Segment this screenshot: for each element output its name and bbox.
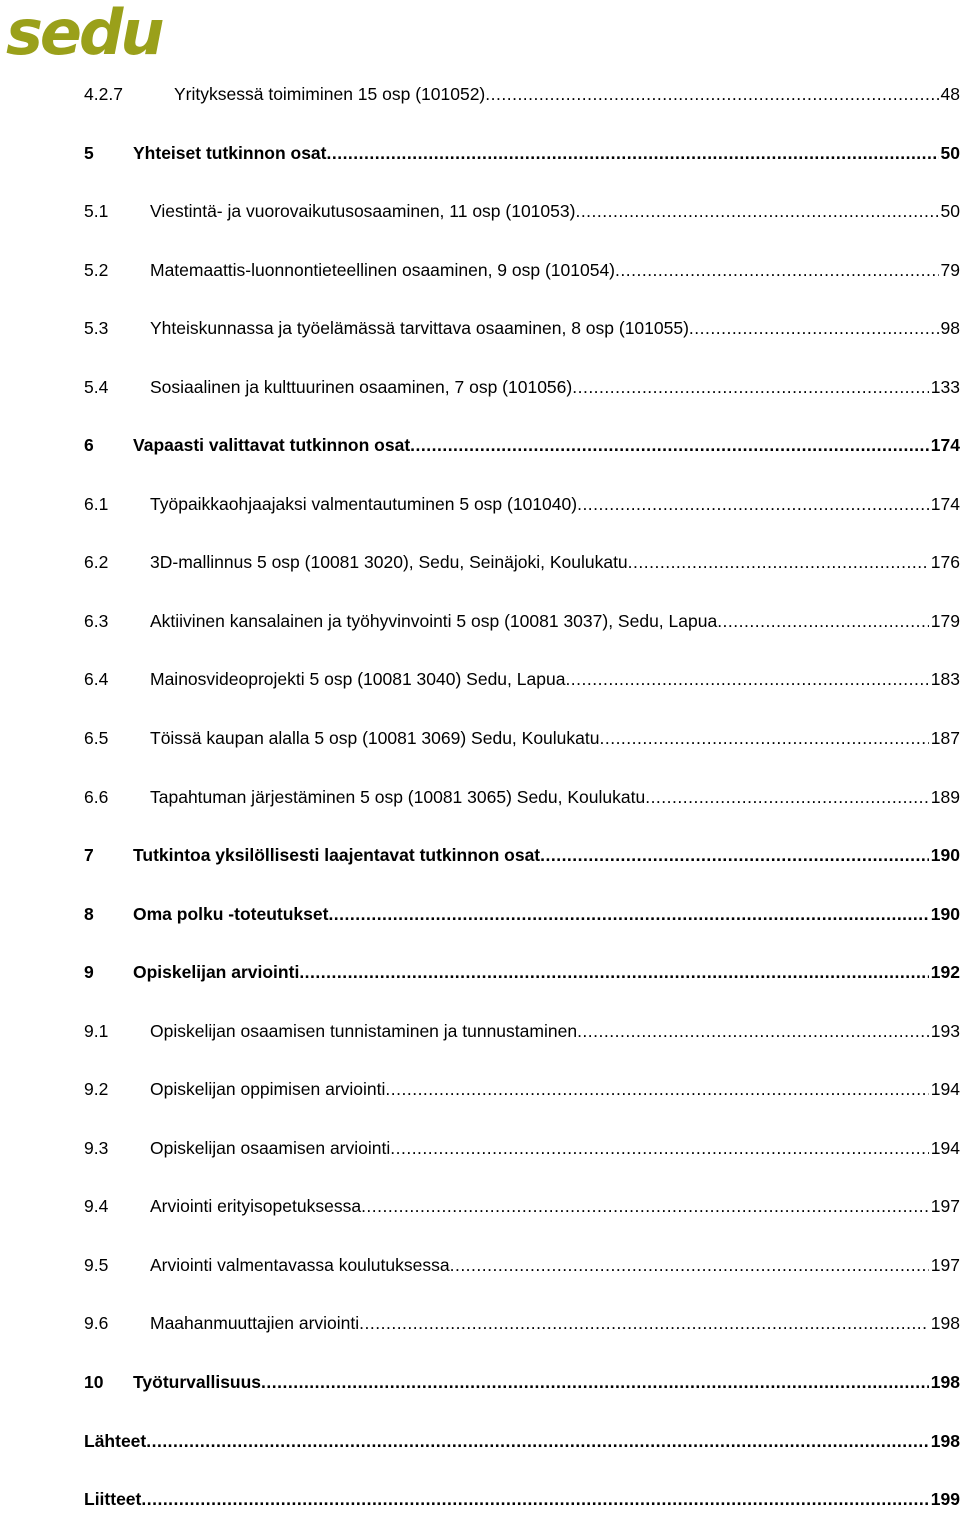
toc-entry[interactable]: [84, 709, 960, 768]
toc-entry-line: [150, 768, 960, 827]
toc-entry-number: 6: [84, 435, 94, 456]
toc-dot-leader: [359, 1294, 929, 1353]
toc-entry-title: Aktiivinen kansalainen ja työhyvinvointi 5 osp (10081 3037), Sedu, Lapua: [150, 610, 718, 631]
toc-dot-leader: [485, 65, 938, 124]
toc-entry[interactable]: [84, 1002, 960, 1061]
toc-entry[interactable]: [84, 299, 960, 358]
toc-entry-title: Opiskelijan osaamisen arviointi: [150, 1137, 391, 1158]
toc-entry-line: [133, 1353, 960, 1412]
toc-entry-number: 6.4: [84, 669, 109, 690]
toc-entry-number: 6.3: [84, 610, 109, 631]
toc-entry-title: Tapahtuman järjestäminen 5 osp (10081 3065) Sedu, Koulukatu: [150, 786, 646, 807]
toc-entry-page-number: 179: [930, 610, 960, 631]
toc-entry-line: [150, 475, 960, 534]
toc-entry-title: Matemaattis-luonnontieteellinen osaaminen, 9 osp (101054): [150, 259, 616, 280]
toc-entry-title: Viestintä- ja vuorovaikutusosaaminen, 11 osp (101053): [150, 201, 576, 222]
toc-entry-title: 3D-mallinnus 5 osp (10081 3020), Sedu, Seinäjoki, Koulukatu: [150, 552, 628, 573]
toc-dot-leader: [326, 124, 938, 183]
toc-dot-leader: [141, 1470, 928, 1529]
toc-entry-page-number: 133: [930, 376, 960, 397]
toc-entry-number: 5.2: [84, 259, 109, 280]
toc-entry[interactable]: [84, 416, 960, 475]
toc-entry-number: 9.2: [84, 1079, 109, 1100]
toc-dot-leader: [146, 1412, 929, 1471]
toc-entry-page-number: 197: [930, 1196, 960, 1217]
toc-entry-number: 9.3: [84, 1137, 109, 1158]
toc-entry-number: 5.3: [84, 318, 109, 339]
toc-entry-page-number: 98: [940, 318, 960, 339]
toc-entry-line: [150, 650, 960, 709]
toc-entry-number: 9.1: [84, 1020, 109, 1041]
toc-entry-title: Yhteiset tutkinnon osat: [133, 142, 327, 163]
toc-entry[interactable]: [84, 1353, 960, 1412]
toc-entry[interactable]: [84, 182, 960, 241]
toc-dot-leader: [565, 650, 928, 709]
toc-entry[interactable]: [84, 241, 960, 300]
toc-entry-page-number: 192: [930, 962, 960, 983]
toc-dot-leader: [390, 1119, 929, 1178]
toc-entry-line: [150, 533, 960, 592]
toc-entry-line: [150, 358, 960, 417]
toc-entry[interactable]: [84, 592, 960, 651]
toc-entry-number: 9.5: [84, 1254, 109, 1275]
toc-entry-number: 8: [84, 903, 94, 924]
toc-entry-number: 9: [84, 962, 94, 983]
toc-entry-line: [150, 1119, 960, 1178]
toc-entry-number: 5: [84, 142, 94, 163]
toc-dot-leader: [261, 1353, 929, 1412]
sedu-logo-graphic: [6, 2, 181, 64]
toc-entry-title: Töissä kaupan alalla 5 osp (10081 3069) Sedu, Koulukatu: [150, 728, 600, 749]
toc-entry[interactable]: [84, 943, 960, 1002]
toc-dot-leader: [361, 1177, 929, 1236]
toc-entry-title: Sosiaalinen ja kulttuurinen osaaminen, 7 osp (101056): [150, 376, 573, 397]
toc-entry-line: [133, 885, 960, 944]
toc-entry-line: [150, 1177, 960, 1236]
toc-entry[interactable]: [84, 826, 960, 885]
toc-dot-leader: [689, 299, 939, 358]
toc-entry[interactable]: [84, 1412, 960, 1471]
toc-entry-page-number: 183: [930, 669, 960, 690]
toc-entry-page-number: 199: [930, 1489, 960, 1510]
toc-entry-page-number: 176: [930, 552, 960, 573]
toc-entry-number: 7: [84, 845, 94, 866]
toc-entry-line: [150, 241, 960, 300]
toc-dot-leader: [410, 416, 929, 475]
toc-entry-title: Oma polku -toteutukset: [133, 903, 329, 924]
toc-entry-line: [150, 299, 960, 358]
toc-entry-title: Arviointi erityisopetuksessa: [150, 1196, 362, 1217]
toc-entry-line: [150, 709, 960, 768]
toc-entry[interactable]: [84, 1294, 960, 1353]
toc-dot-leader: [299, 943, 928, 1002]
toc-entry-title: Vapaasti valittavat tutkinnon osat: [133, 435, 411, 456]
toc-dot-leader: [328, 885, 928, 944]
toc-entry[interactable]: [84, 650, 960, 709]
toc-dot-leader: [628, 533, 929, 592]
toc-entry-line: [133, 416, 960, 475]
toc-entry[interactable]: [84, 1236, 960, 1295]
toc-entry-number: 6.5: [84, 728, 109, 749]
table-of-contents: [84, 65, 960, 1529]
toc-entry[interactable]: [84, 768, 960, 827]
toc-entry-line: [84, 1470, 960, 1529]
toc-entry-number: 6.2: [84, 552, 109, 573]
toc-entry[interactable]: [84, 885, 960, 944]
toc-entry-number: 5.1: [84, 201, 109, 222]
toc-entry-page-number: 198: [930, 1372, 960, 1393]
toc-entry-line: [150, 1294, 960, 1353]
toc-dot-leader: [599, 709, 928, 768]
sedu-logo: [6, 2, 181, 64]
toc-dot-leader: [540, 826, 929, 885]
toc-entry-number: 9.6: [84, 1313, 109, 1334]
toc-entry-line: [133, 943, 960, 1002]
toc-entry-title: Opiskelijan oppimisen arviointi: [150, 1079, 386, 1100]
toc-entry-line: [84, 1412, 960, 1471]
toc-entry-page-number: 187: [930, 728, 960, 749]
toc-entry-page-number: 194: [930, 1079, 960, 1100]
toc-entry-title: Liitteet: [84, 1489, 142, 1510]
toc-entry[interactable]: [84, 1060, 960, 1119]
toc-entry-page-number: 197: [930, 1254, 960, 1275]
toc-entry-title: Työpaikkaohjaajaksi valmentautuminen 5 osp (101040): [150, 493, 578, 514]
toc-entry-number: 4.2.7: [84, 84, 123, 104]
toc-entry-page-number: 174: [930, 435, 960, 456]
toc-dot-leader: [385, 1060, 928, 1119]
toc-entry[interactable]: [84, 124, 960, 183]
toc-dot-leader: [450, 1236, 929, 1295]
sedu-logo-text: sedu: [6, 2, 162, 64]
toc-entry-page-number: 190: [930, 903, 960, 924]
toc-entry-page-number: 198: [930, 1313, 960, 1334]
toc-entry-line: [133, 124, 960, 183]
toc-dot-leader: [717, 592, 929, 651]
toc-dot-leader: [615, 241, 939, 300]
toc-entry-number: 6.6: [84, 786, 109, 807]
toc-entry-title: Arviointi valmentavassa koulutuksessa: [150, 1254, 450, 1275]
toc-entry-number: 9.4: [84, 1196, 109, 1217]
toc-entry-title: Yhteiskunnassa ja työelämässä tarvittava osaaminen, 8 osp (101055): [150, 318, 689, 339]
toc-entry-page-number: 189: [930, 786, 960, 807]
toc-entry-title: Opiskelijan osaamisen tunnistaminen ja tunnustaminen: [150, 1020, 578, 1041]
toc-entry-title: Yrityksessä toimiminen 15 osp (101052): [174, 84, 486, 104]
toc-entry-page-number: 194: [930, 1137, 960, 1158]
toc-entry[interactable]: [84, 1470, 960, 1529]
toc-entry[interactable]: [84, 1177, 960, 1236]
toc-entry-line: [150, 182, 960, 241]
toc-entry-page-number: 50: [940, 142, 960, 163]
toc-entry-page-number: 79: [940, 259, 960, 280]
toc-entry-line: [150, 1060, 960, 1119]
toc-entry[interactable]: [84, 475, 960, 534]
toc-entry-page-number: 174: [930, 493, 960, 514]
toc-entry-title: Tutkintoa yksilöllisesti laajentavat tutkinnon osat: [133, 845, 541, 866]
toc-entry-title: Mainosvideoprojekti 5 osp (10081 3040) Sedu, Lapua: [150, 669, 566, 690]
toc-entry-number: 10: [84, 1372, 104, 1393]
toc-entry-page-number: 190: [930, 845, 960, 866]
toc-dot-leader: [577, 475, 929, 534]
toc-entry-line: [150, 1002, 960, 1061]
toc-entry-title: Opiskelijan arviointi: [133, 962, 300, 983]
toc-dot-leader: [575, 182, 938, 241]
toc-dot-leader: [572, 358, 929, 417]
toc-entry-line: [133, 826, 960, 885]
toc-entry-title: Maahanmuuttajien arviointi: [150, 1313, 360, 1334]
toc-entry-page-number: 193: [930, 1020, 960, 1041]
toc-entry[interactable]: [84, 1119, 960, 1178]
toc-dot-leader: [645, 768, 929, 827]
toc-entry-line: [150, 592, 960, 651]
toc-entry-line: [150, 1236, 960, 1295]
toc-entry-page-number: 48: [940, 84, 960, 104]
toc-entry-page-number: 50: [940, 201, 960, 222]
toc-entry-page-number: 198: [930, 1430, 960, 1451]
toc-entry-title: Työturvallisuus: [133, 1372, 262, 1393]
toc-entry[interactable]: [84, 65, 960, 124]
toc-entry-number: 5.4: [84, 376, 109, 397]
toc-entry-number: 6.1: [84, 493, 109, 514]
toc-entry-line: [174, 65, 960, 124]
toc-entry[interactable]: [84, 358, 960, 417]
toc-entry[interactable]: [84, 533, 960, 592]
toc-dot-leader: [577, 1002, 929, 1061]
toc-entry-title: Lähteet: [84, 1430, 147, 1451]
